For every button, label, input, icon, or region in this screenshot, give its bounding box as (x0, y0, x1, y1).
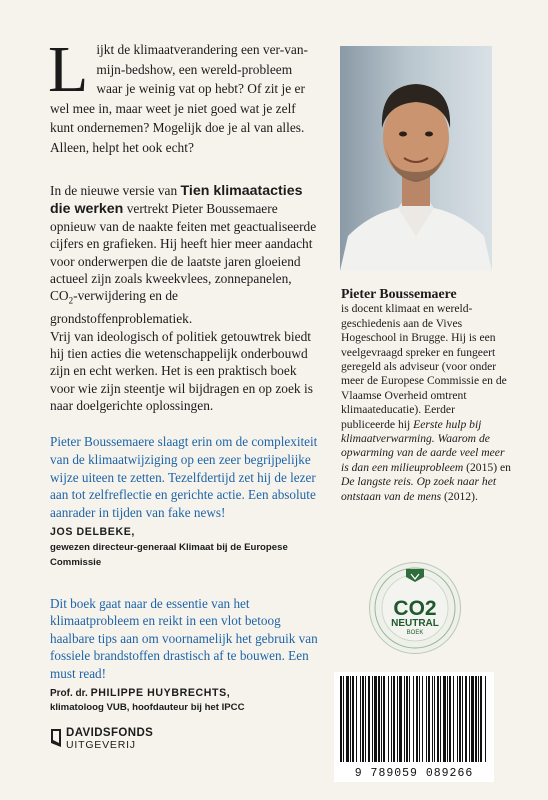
barcode-bar (443, 676, 446, 762)
badge-boek: BOEK (406, 630, 424, 636)
barcode-bar (471, 676, 474, 762)
barcode-bar (475, 676, 477, 762)
barcode-bar (397, 676, 398, 762)
bio-text-1: is docent klimaat en wereld-geschiedenis aan de Vives Hogeschool in Brugge. Hij is een veelgevraagd spreker en fungeert geregeld als adviseur (voor onder meer de Europese Commissie en de Vlaamse Overheid omtrent klimaateducatie). Eerder publiceerde hij (341, 302, 507, 431)
barcode-bar (362, 676, 364, 762)
quote-huybrechts: Dit boek gaat naar de essentie van het klimaatprobleem en reikt in een vlot betoog haalbare tips aan om voornamelijk het gebruik van fossiele brandstoffen drastisch af te bouwen. Een must read! (50, 595, 318, 681)
publisher-icon (50, 727, 63, 751)
barcode-bar (447, 676, 448, 762)
barcode-bar (485, 676, 486, 762)
barcode-bar (440, 676, 441, 762)
bio-text-3: (2012). (441, 489, 478, 503)
quote-delbeke: Pieter Boussemaere slaagt erin om de complexiteit van de klimaatwijziging op een zeer begrijpelijke wijze uiteen te zetten. Tezelfdertijd zet hij de lezer aan tot zelfreflectie en gerichte actie. Een absolute aanrader in tijden van fake news! (50, 434, 318, 520)
barcode-bar (419, 676, 420, 762)
barcode-bar (469, 676, 470, 762)
badge-neutral: NEUTRAL (391, 618, 439, 629)
barcode-bar (478, 676, 479, 762)
barcode-bar (378, 676, 380, 762)
barcode-bar (449, 676, 451, 762)
description-text-c: -verwijdering en de grondstoffenproblematiek. (50, 288, 193, 327)
drop-cap: L (48, 33, 89, 106)
barcode-bar (428, 676, 430, 762)
barcode-bar (346, 676, 349, 762)
barcode-bar (462, 676, 463, 762)
quote-delbeke-author: JOS DELBEKE, (50, 525, 135, 538)
author-prefix: Prof. dr. (50, 687, 91, 699)
barcode-bar (432, 676, 433, 762)
publisher-name: DAVIDSFONDS (66, 727, 154, 739)
publisher-sub: UITGEVERIJ (66, 739, 136, 751)
barcode-bar (409, 676, 410, 762)
quote-delbeke-role: gewezen directeur-generaal Klimaat bij de Europese Commissie (50, 541, 288, 569)
publisher-logo (50, 727, 170, 753)
bio-book-1: Eerste hulp bij klimaatverwarming. Waarom de opwarming van de aarde veel meer is dan een milieuprobleem (341, 417, 505, 474)
barcode-bar (356, 676, 357, 762)
barcode-bar (399, 676, 402, 762)
isbn-barcode (334, 672, 494, 782)
description-text-2: Vrij van ideologisch of politiek getouwtrek biedt hij tien acties die wetenschappelijk onderbouwd zijn en echt werken. Het is een praktisch boek voor wie zijn steentje wil bijdragen en op zoek is naar doelgerichte oplossingen. (50, 328, 313, 413)
barcode-bar (426, 676, 427, 762)
barcode-bar (453, 676, 454, 762)
author-name: PHILIPPE HUYBRECHTS, (90, 686, 231, 699)
barcode-bar (404, 676, 405, 762)
book-title: Tien klimaatacties die werken (50, 182, 303, 217)
bio-text-2: (2015) en (463, 460, 511, 474)
barcode-bar (372, 676, 373, 762)
barcode-bar (352, 676, 354, 762)
quote-huybrechts-role: klimatoloog VUB, hoofdauteur bij het IPCC (50, 701, 245, 713)
barcode-bar (413, 676, 414, 762)
barcode-bar (422, 676, 423, 762)
description-text-a: In de nieuwe versie van (50, 182, 181, 198)
barcode-bar (368, 676, 370, 762)
barcode-bar (340, 676, 342, 762)
author-name-heading: Pieter Boussemaere (341, 286, 457, 301)
badge-co2: CO2 (393, 597, 437, 620)
co2-neutral-badge (369, 562, 461, 654)
intro-paragraph (48, 33, 318, 158)
barcode-bar (343, 676, 344, 762)
barcode-bar (381, 676, 382, 762)
author-bio (341, 285, 511, 504)
description-paragraph (50, 182, 318, 415)
barcode-bar (374, 676, 377, 762)
description-text-b: vertrekt Pieter Boussemaere opnieuw van de naakte feiten met geactualiseerde cijfers en grafieken. Hij heeft hier meer aandacht voor onderwerpen die de laatste jaren gloeiend actueel zijn zoals kweekvlees, zonnepanelen, CO (50, 200, 317, 304)
bio-book-2: De langste reis. Op zoek naar het ontstaan van de mens (341, 475, 497, 503)
barcode-bar (406, 676, 408, 762)
intro-text: ijkt de klimaatverandering een ver-van-mijn-bedshow, een wereld-probleem waar je weinig vat op hebt? Of zit je er wel mee in, maar weet je niet goed wat je zelf kunt ondernemen? Mogelijk doe je al van alles. Alleen, helpt het ook echt? (50, 42, 308, 155)
barcode-bar (360, 676, 361, 762)
barcode-bar (434, 676, 435, 762)
barcode-bar (465, 676, 467, 762)
barcode-bar (459, 676, 461, 762)
barcode-bar (365, 676, 366, 762)
quote-huybrechts-author (50, 687, 318, 699)
barcode-bar (457, 676, 458, 762)
barcode-bar (480, 676, 482, 762)
barcode-bar (416, 676, 418, 762)
co2-subscript: 2 (68, 296, 74, 307)
barcode-bar (350, 676, 351, 762)
barcode-bar (393, 676, 395, 762)
barcode-number: 9 789059 089266 (354, 767, 474, 780)
barcode-bar (383, 676, 385, 762)
barcode-bar (391, 676, 392, 762)
back-cover-text (48, 33, 318, 713)
barcode-bar (388, 676, 389, 762)
author-photo (340, 46, 492, 271)
barcode-bar (437, 676, 439, 762)
